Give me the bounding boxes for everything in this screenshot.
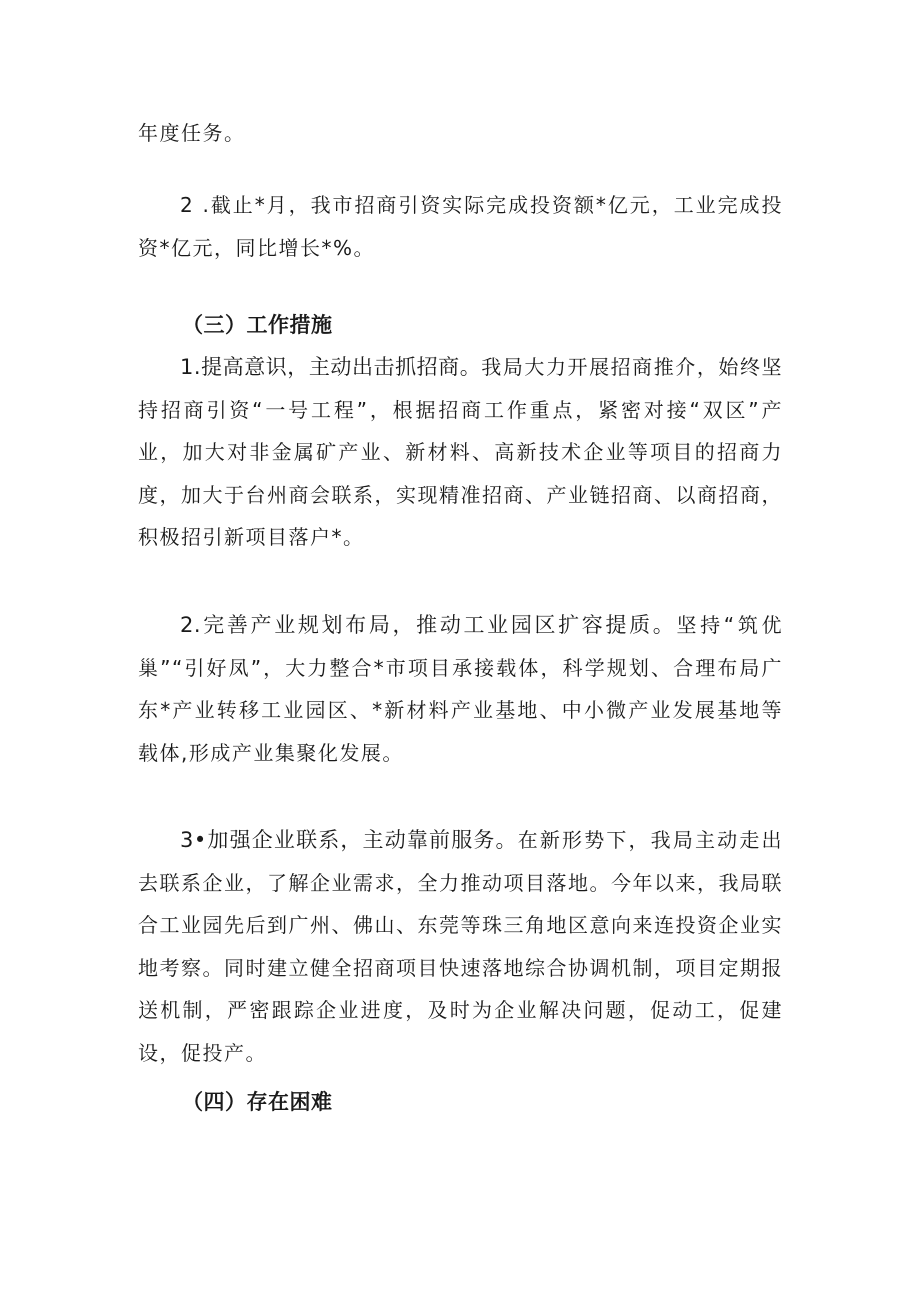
continuation-text: 年度任务。 [138, 121, 246, 145]
measure-item-3-body: 在新形势下，我局主动走出去联系企业，了解企业需求，全力推动项目落地。今年以来，我局联合工业园先后到广州、佛山、东莞等珠三角地区意向来连投资企业实地考察。同时建立健全招商项目快速落地综合协调机制，项目定期报送机制，严密跟踪企业进度，及时为企业解决问题，促动工，促建设，促投产。 [138, 828, 784, 1065]
measure-item-1 [138, 346, 783, 559]
measure-item-2-body: 坚持“筑优巢”“引好凤”，大力整合*市项目承接载体，科学规划、合理布局广东*产业转移工业园区、*新材料产业基地、中小微产业发展基地等载体,形成产业集聚化发展。 [138, 613, 783, 765]
measure-item-2-lead: 2.完善产业规划布局，推动工业园区扩容提质。 [180, 613, 677, 637]
stats-paragraph: 2 .截止*月，我市招商引资实际完成投资额*亿元，工业完成投资*亿元，同比增长*%。 [138, 193, 783, 260]
section-heading-4: （四）存在困难 [182, 1089, 333, 1114]
measure-item-2 [138, 604, 783, 774]
measure-item-1-body: 我局大力开展招商推介，始终坚持招商引资“一号工程”，根据招商工作重点，紧密对接“双区”产业，加大对非金属矿产业、新材料、高新技术企业等项目的招商力度，加大于台州商会联系，实现精准招商、产业链招商、以商招商，积极招引新项目落户*。 [138, 355, 783, 549]
section-heading-3: （三）工作措施 [182, 312, 333, 337]
measure-item-3 [138, 819, 783, 1074]
measure-item-3-lead: 3•加强企业联系，主动靠前服务。 [180, 828, 518, 852]
measure-item-1-lead: 1.提高意识，主动出击抓招商。 [180, 355, 482, 379]
